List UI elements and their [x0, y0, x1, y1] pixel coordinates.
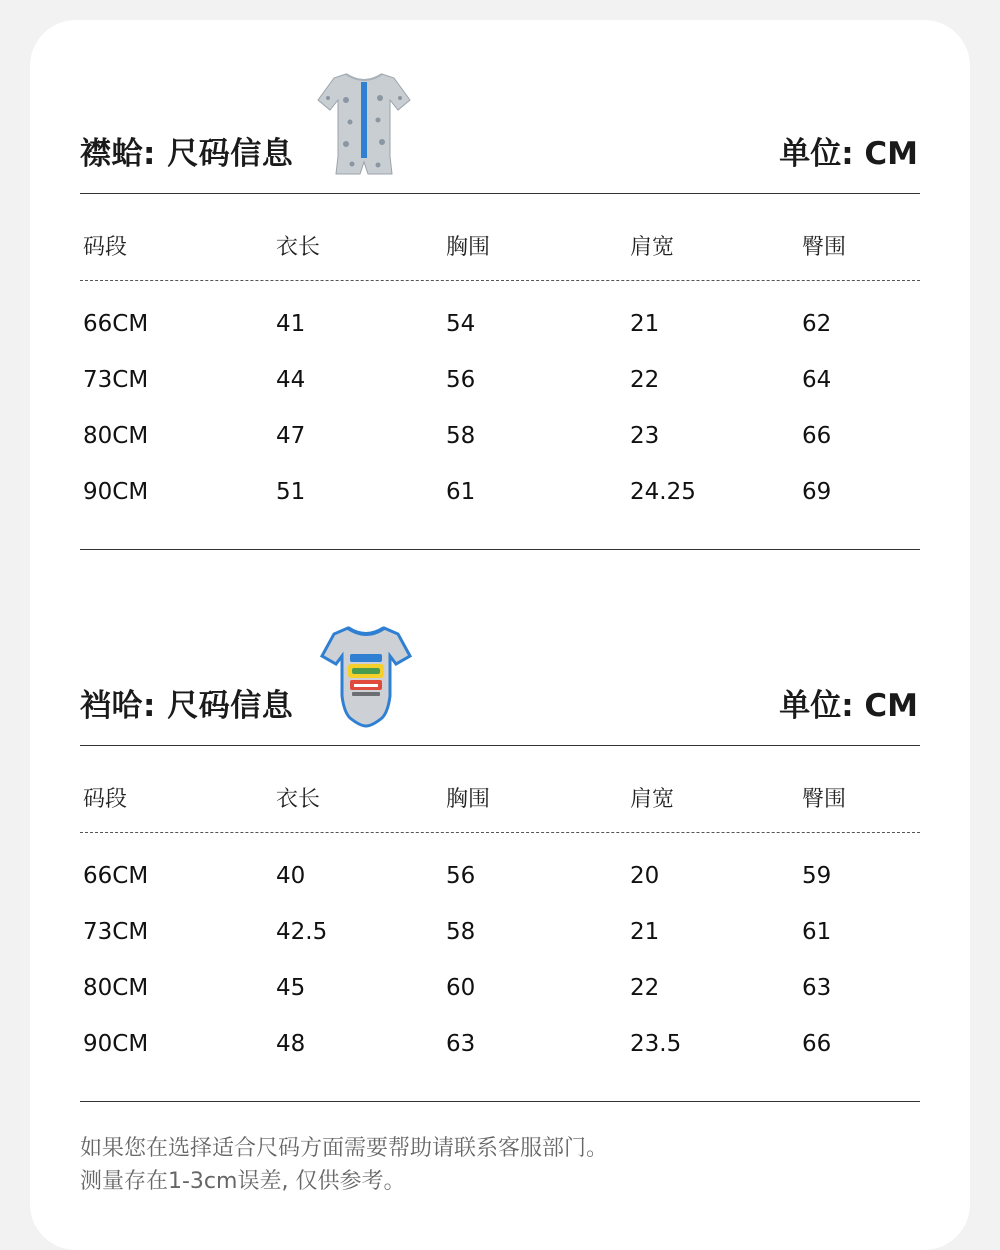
header-shoulder: 肩宽 — [630, 235, 675, 260]
table-row — [80, 919, 920, 975]
table-header-row — [80, 194, 920, 281]
unit-label: 单位: CM — [779, 688, 918, 724]
footer-note — [80, 1132, 608, 1198]
cell-length: 47 — [276, 423, 306, 449]
table-row — [80, 367, 920, 423]
cell-chest: 61 — [446, 479, 476, 505]
cell-length: 42.5 — [276, 919, 328, 945]
cell-size: 66CM — [83, 863, 149, 889]
cell-length: 48 — [276, 1031, 306, 1057]
cell-shoulder: 24.25 — [630, 479, 696, 505]
header-length: 衣长 — [276, 235, 321, 260]
header-shoulder: 肩宽 — [630, 787, 675, 812]
table-header-row — [80, 746, 920, 833]
cell-shoulder: 22 — [630, 367, 660, 393]
cell-size: 73CM — [83, 367, 149, 393]
cell-hip: 64 — [802, 367, 832, 393]
cell-length: 51 — [276, 479, 306, 505]
cell-hip: 59 — [802, 863, 832, 889]
footer-tolerance-text: 测量存在1-3cm误差, 仅供参考。 — [80, 1169, 406, 1194]
cell-shoulder: 22 — [630, 975, 660, 1001]
footer-help-text: 如果您在选择适合尺码方面需要帮助请联系客服部门。 — [80, 1136, 609, 1161]
cell-size: 73CM — [83, 919, 149, 945]
cell-hip: 61 — [802, 919, 832, 945]
cell-hip: 66 — [802, 423, 832, 449]
cell-chest: 58 — [446, 423, 476, 449]
cell-shoulder: 21 — [630, 311, 660, 337]
section-header — [80, 612, 920, 745]
cell-length: 41 — [276, 311, 306, 337]
romper-image — [316, 70, 412, 178]
cell-hip: 62 — [802, 311, 832, 337]
header-hip: 臀围 — [802, 787, 847, 812]
header-hip: 臀围 — [802, 235, 847, 260]
cell-size: 66CM — [83, 311, 149, 337]
size-table-bodysuit — [80, 612, 920, 1102]
cell-length: 45 — [276, 975, 306, 1001]
cell-size: 90CM — [83, 479, 149, 505]
table-row — [80, 311, 920, 367]
cell-length: 40 — [276, 863, 306, 889]
header-chest: 胸围 — [446, 787, 491, 812]
header-chest: 胸围 — [446, 235, 491, 260]
table-row — [80, 423, 920, 479]
cell-hip: 66 — [802, 1031, 832, 1057]
cell-chest: 63 — [446, 1031, 476, 1057]
bodysuit-image — [320, 622, 412, 730]
table-row — [80, 975, 920, 1031]
section-header — [80, 60, 920, 193]
cell-chest: 60 — [446, 975, 476, 1001]
cell-size: 80CM — [83, 423, 149, 449]
cell-chest: 56 — [446, 367, 476, 393]
cell-hip: 63 — [802, 975, 832, 1001]
table-body — [80, 281, 920, 550]
unit-label: 单位: CM — [779, 136, 918, 172]
header-size: 码段 — [83, 235, 128, 260]
header-length: 衣长 — [276, 787, 321, 812]
header-size: 码段 — [83, 787, 128, 812]
table-row — [80, 479, 920, 535]
cell-chest: 58 — [446, 919, 476, 945]
cell-length: 44 — [276, 367, 306, 393]
cell-chest: 54 — [446, 311, 476, 337]
cell-size: 80CM — [83, 975, 149, 1001]
cell-hip: 69 — [802, 479, 832, 505]
cell-shoulder: 21 — [630, 919, 660, 945]
table-body — [80, 833, 920, 1102]
section-title: 裆哈: 尺码信息 — [80, 688, 294, 724]
cell-size: 90CM — [83, 1031, 149, 1057]
cell-shoulder: 20 — [630, 863, 660, 889]
section-title: 襟蛤: 尺码信息 — [80, 136, 294, 172]
cell-shoulder: 23.5 — [630, 1031, 682, 1057]
cell-chest: 56 — [446, 863, 476, 889]
table-row — [80, 1031, 920, 1087]
size-table-romper — [80, 60, 920, 550]
cell-shoulder: 23 — [630, 423, 660, 449]
table-row — [80, 863, 920, 919]
